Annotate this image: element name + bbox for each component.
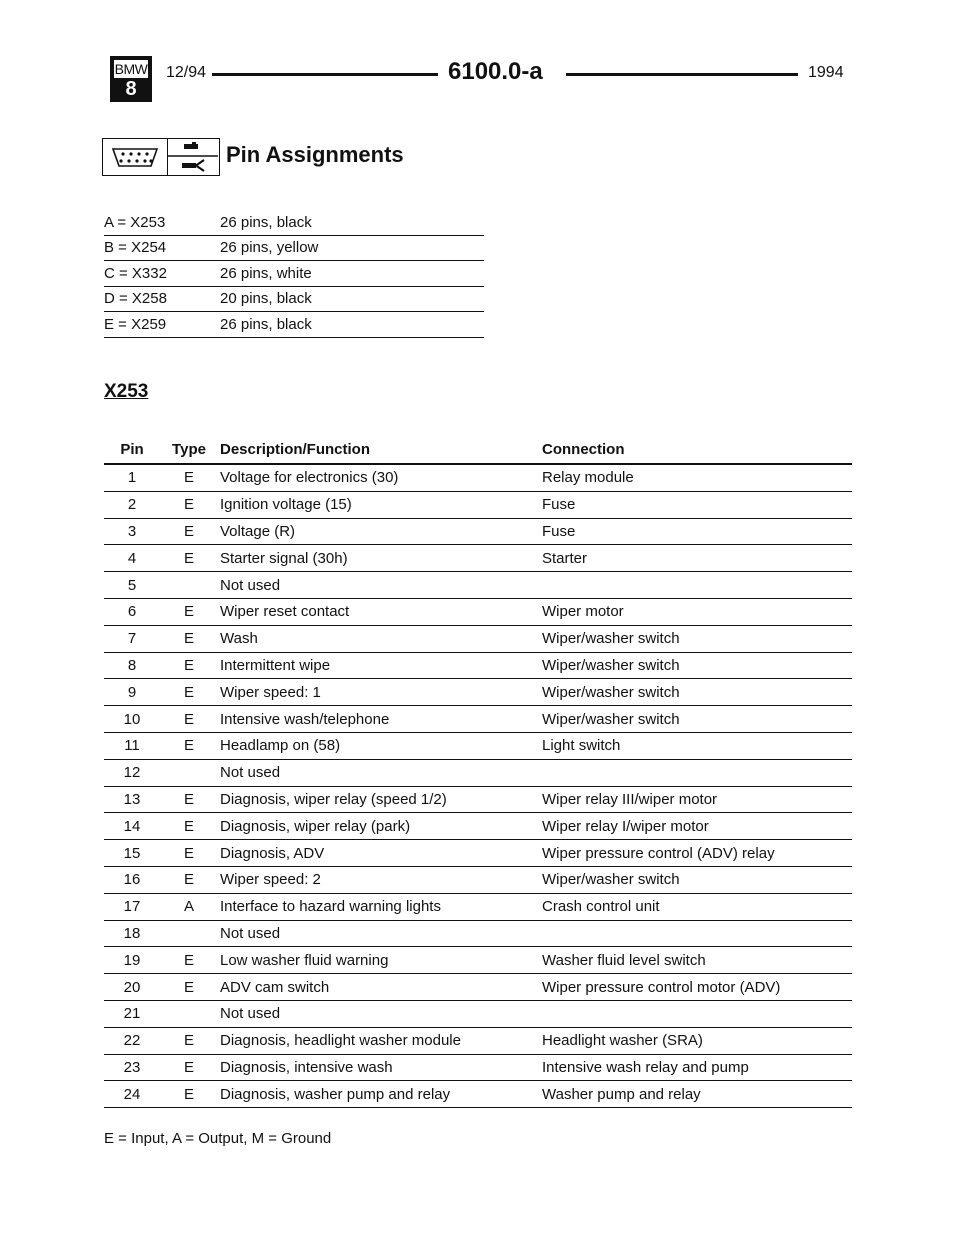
cell-description: Ignition voltage (15) xyxy=(218,491,540,518)
logo-series-text: 8 xyxy=(125,78,137,100)
cell-description: Headlamp on (58) xyxy=(218,732,540,759)
cell-type xyxy=(160,572,218,599)
cell-type: E xyxy=(160,1081,218,1108)
cell-description: ADV cam switch xyxy=(218,974,540,1001)
cell-pin: 20 xyxy=(104,974,160,1001)
cell-description: Wiper speed: 2 xyxy=(218,866,540,893)
cell-description: Not used xyxy=(218,572,540,599)
header-pin: Pin xyxy=(104,436,160,464)
cell-connection: Wiper/washer switch xyxy=(540,706,852,733)
cell-pin: 14 xyxy=(104,813,160,840)
cell-connection: Wiper/washer switch xyxy=(540,652,852,679)
cell-description: Not used xyxy=(218,759,540,786)
cell-connection xyxy=(540,572,852,599)
cell-type: E xyxy=(160,625,218,652)
cell-type: E xyxy=(160,1054,218,1081)
connector-desc: 20 pins, black xyxy=(220,286,484,312)
cell-description: Not used xyxy=(218,920,540,947)
document-number: 6100.0-a xyxy=(448,58,543,85)
cell-type: E xyxy=(160,947,218,974)
cell-pin: 19 xyxy=(104,947,160,974)
cell-description: Diagnosis, headlight washer module xyxy=(218,1027,540,1054)
table-row xyxy=(104,1000,852,1027)
cell-connection xyxy=(540,1000,852,1027)
cell-pin: 5 xyxy=(104,572,160,599)
cell-pin: 15 xyxy=(104,840,160,867)
cell-connection: Wiper relay III/wiper motor xyxy=(540,786,852,813)
connector-row xyxy=(104,312,484,338)
cell-pin: 11 xyxy=(104,732,160,759)
cell-connection xyxy=(540,759,852,786)
connector-id: E = X259 xyxy=(104,312,220,338)
cell-connection: Headlight washer (SRA) xyxy=(540,1027,852,1054)
header-date: 12/94 xyxy=(166,64,207,81)
cell-pin: 13 xyxy=(104,786,160,813)
cell-description: Voltage (R) xyxy=(218,518,540,545)
cell-description: Diagnosis, wiper relay (park) xyxy=(218,813,540,840)
table-row xyxy=(104,491,852,518)
page-title: Pin Assignments xyxy=(226,142,404,167)
logo-brand-text: BMW xyxy=(114,61,148,77)
cell-pin: 10 xyxy=(104,706,160,733)
table-row xyxy=(104,920,852,947)
cell-connection: Wiper/washer switch xyxy=(540,625,852,652)
legend-note: E = Input, A = Output, M = Ground xyxy=(104,1130,332,1147)
cell-pin: 9 xyxy=(104,679,160,706)
cell-type: E xyxy=(160,598,218,625)
table-row xyxy=(104,545,852,572)
connector-id: A = X253 xyxy=(104,210,220,235)
cell-connection: Starter xyxy=(540,545,852,572)
table-row xyxy=(104,732,852,759)
cell-pin: 1 xyxy=(104,464,160,491)
cell-description: Not used xyxy=(218,1000,540,1027)
cell-pin: 7 xyxy=(104,625,160,652)
table-row xyxy=(104,652,852,679)
header-description: Description/Function xyxy=(218,436,540,464)
table-row xyxy=(104,679,852,706)
cell-type: E xyxy=(160,491,218,518)
cell-description: Interface to hazard warning lights xyxy=(218,893,540,920)
cell-type xyxy=(160,920,218,947)
cell-description: Wiper reset contact xyxy=(218,598,540,625)
cell-type: E xyxy=(160,706,218,733)
cell-description: Intensive wash/telephone xyxy=(218,706,540,733)
connector-desc: 26 pins, white xyxy=(220,261,484,287)
cell-type: E xyxy=(160,786,218,813)
table-row xyxy=(104,947,852,974)
table-row xyxy=(104,518,852,545)
cell-pin: 8 xyxy=(104,652,160,679)
connector-list xyxy=(104,210,484,338)
cell-description: Voltage for electronics (30) xyxy=(218,464,540,491)
cell-pin: 4 xyxy=(104,545,160,572)
cell-description: Wash xyxy=(218,625,540,652)
cell-description: Wiper speed: 1 xyxy=(218,679,540,706)
header-connection: Connection xyxy=(540,436,852,464)
pin-plug-icon xyxy=(168,138,220,176)
cell-type xyxy=(160,1000,218,1027)
cell-type xyxy=(160,759,218,786)
cell-type: E xyxy=(160,652,218,679)
cell-type: E xyxy=(160,840,218,867)
cell-pin: 12 xyxy=(104,759,160,786)
table-row xyxy=(104,598,852,625)
pin-assignment-table xyxy=(104,436,852,1108)
cell-connection: Light switch xyxy=(540,732,852,759)
table-row xyxy=(104,1081,852,1108)
cell-connection: Wiper motor xyxy=(540,598,852,625)
cell-type: E xyxy=(160,679,218,706)
cell-description: Diagnosis, washer pump and relay xyxy=(218,1081,540,1108)
cell-type: E xyxy=(160,974,218,1001)
cell-connection: Crash control unit xyxy=(540,893,852,920)
cell-pin: 21 xyxy=(104,1000,160,1027)
connector-row xyxy=(104,286,484,312)
cell-type: E xyxy=(160,813,218,840)
cell-connection: Wiper relay I/wiper motor xyxy=(540,813,852,840)
connector-row xyxy=(104,261,484,287)
cell-description: Diagnosis, wiper relay (speed 1/2) xyxy=(218,786,540,813)
cell-connection: Fuse xyxy=(540,491,852,518)
table-row xyxy=(104,813,852,840)
cell-connection: Intensive wash relay and pump xyxy=(540,1054,852,1081)
connector-desc: 26 pins, black xyxy=(220,312,484,338)
cell-description: Intermittent wipe xyxy=(218,652,540,679)
cell-connection: Wiper pressure control (ADV) relay xyxy=(540,840,852,867)
cell-connection: Fuse xyxy=(540,518,852,545)
table-header-row xyxy=(104,436,852,464)
table-row xyxy=(104,625,852,652)
connector-icon xyxy=(102,138,168,176)
cell-description: Low washer fluid warning xyxy=(218,947,540,974)
table-row xyxy=(104,974,852,1001)
cell-connection: Wiper/washer switch xyxy=(540,866,852,893)
cell-pin: 17 xyxy=(104,893,160,920)
connector-desc: 26 pins, black xyxy=(220,210,484,235)
cell-pin: 3 xyxy=(104,518,160,545)
table-row xyxy=(104,706,852,733)
table-row xyxy=(104,840,852,867)
table-row xyxy=(104,893,852,920)
header-rule-right xyxy=(566,73,798,76)
cell-connection: Washer fluid level switch xyxy=(540,947,852,974)
cell-description: Diagnosis, ADV xyxy=(218,840,540,867)
header-type: Type xyxy=(160,436,218,464)
cell-description: Starter signal (30h) xyxy=(218,545,540,572)
table-row xyxy=(104,572,852,599)
connector-id: D = X258 xyxy=(104,286,220,312)
cell-connection: Washer pump and relay xyxy=(540,1081,852,1108)
cell-type: E xyxy=(160,732,218,759)
connector-id: B = X254 xyxy=(104,235,220,261)
section-title: X253 xyxy=(104,381,149,402)
cell-pin: 18 xyxy=(104,920,160,947)
table-row xyxy=(104,464,852,491)
cell-connection: Relay module xyxy=(540,464,852,491)
cell-pin: 22 xyxy=(104,1027,160,1054)
table-row xyxy=(104,786,852,813)
cell-type: E xyxy=(160,464,218,491)
cell-connection: Wiper/washer switch xyxy=(540,679,852,706)
cell-pin: 6 xyxy=(104,598,160,625)
cell-connection xyxy=(540,920,852,947)
cell-pin: 23 xyxy=(104,1054,160,1081)
table-row xyxy=(104,1027,852,1054)
cell-type: E xyxy=(160,1027,218,1054)
cell-connection: Wiper pressure control motor (ADV) xyxy=(540,974,852,1001)
cell-description: Diagnosis, intensive wash xyxy=(218,1054,540,1081)
header-year: 1994 xyxy=(808,64,844,81)
table-row xyxy=(104,759,852,786)
cell-pin: 16 xyxy=(104,866,160,893)
connector-desc: 26 pins, yellow xyxy=(220,235,484,261)
connector-id: C = X332 xyxy=(104,261,220,287)
cell-type: E xyxy=(160,866,218,893)
connector-row xyxy=(104,210,484,235)
cell-pin: 2 xyxy=(104,491,160,518)
bmw-logo xyxy=(110,56,152,102)
cell-type: A xyxy=(160,893,218,920)
table-row xyxy=(104,866,852,893)
table-row xyxy=(104,1054,852,1081)
connector-row xyxy=(104,235,484,261)
cell-type: E xyxy=(160,545,218,572)
header-rule-left xyxy=(212,73,438,76)
cell-type: E xyxy=(160,518,218,545)
cell-pin: 24 xyxy=(104,1081,160,1108)
